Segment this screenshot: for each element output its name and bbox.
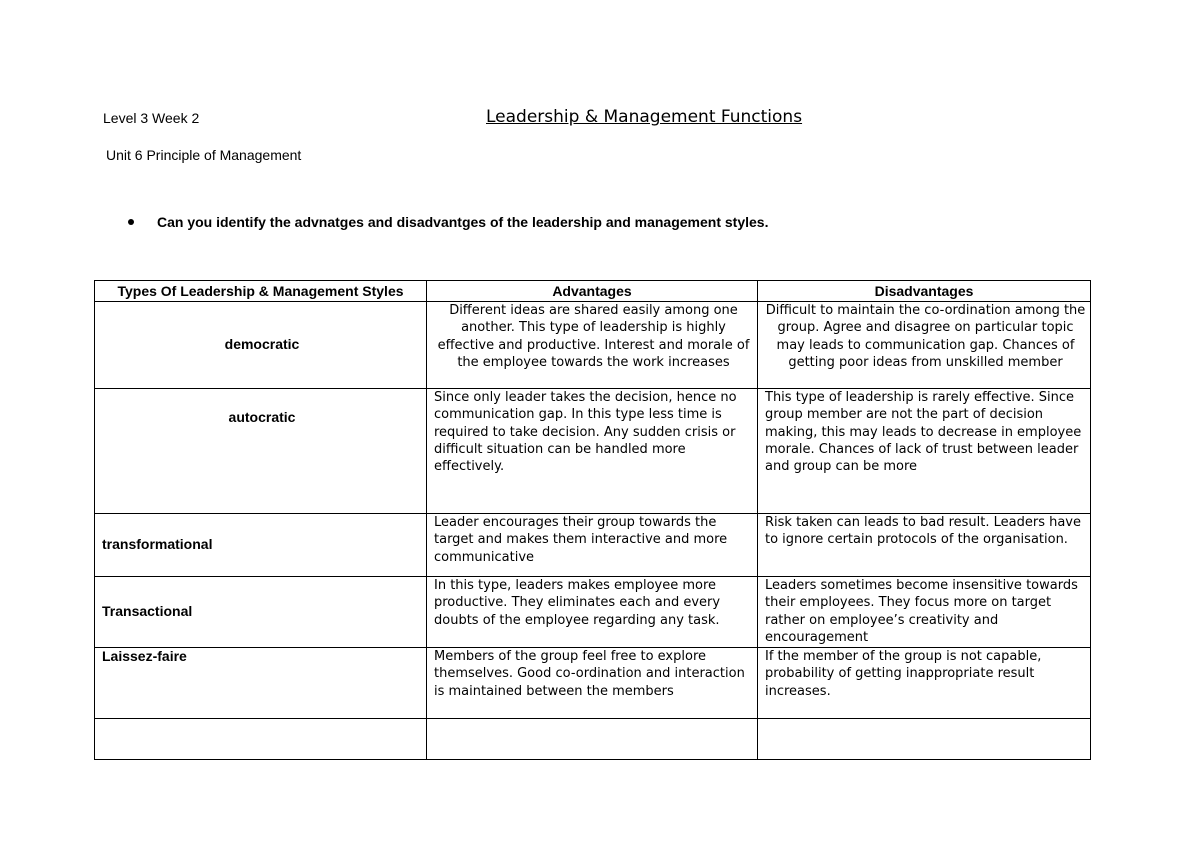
document-title: Leadership & Management Functions xyxy=(486,107,803,127)
advantages-cell: Since only leader takes the decision, hence no communication gap. In this type less time is required to take decision. Any sudden crisis or difficult situation can be handled more effectively. xyxy=(427,389,758,514)
header-disadvantages: Disadvantages xyxy=(758,281,1091,302)
table-row xyxy=(95,719,1091,760)
style-type-cell: autocratic xyxy=(95,389,427,514)
disadvantages-cell xyxy=(758,719,1091,760)
disadvantages-cell: Risk taken can leads to bad result. Leaders have to ignore certain protocols of the organisation. xyxy=(758,514,1091,577)
style-type-cell xyxy=(95,719,427,760)
disadvantages-cell: Difficult to maintain the co-ordination among the group. Agree and disagree on particular topic may leads to communication gap. Chances of getting poor ideas from unskilled member xyxy=(758,302,1091,389)
style-type-cell: transformational xyxy=(95,514,427,577)
question-bullet xyxy=(128,214,768,230)
style-type-cell: Laissez-faire xyxy=(95,648,427,719)
header-types: Types Of Leadership & Management Styles xyxy=(95,281,427,302)
disadvantages-cell: If the member of the group is not capable, probability of getting inappropriate result increases. xyxy=(758,648,1091,719)
bullet-icon xyxy=(128,219,134,225)
leadership-styles-table xyxy=(94,280,1091,760)
advantages-cell: In this type, leaders makes employee more productive. They eliminates each and every doubts of the employee regarding any task. xyxy=(427,577,758,648)
disadvantages-cell: Leaders sometimes become insensitive towards their employees. They focus more on target rather on employee’s creativity and encouragement xyxy=(758,577,1091,648)
advantages-cell: Different ideas are shared easily among one another. This type of leadership is highly effective and productive. Interest and morale of the employee towards the work increases xyxy=(427,302,758,389)
table-row xyxy=(95,648,1091,719)
advantages-cell: Leader encourages their group towards the target and makes them interactive and more communicative xyxy=(427,514,758,577)
question-text: Can you identify the advnatges and disadvantges of the leadership and management styles. xyxy=(157,214,769,230)
header-advantages: Advantages xyxy=(427,281,758,302)
table-row xyxy=(95,302,1091,389)
style-type-cell: democratic xyxy=(95,302,427,389)
table-row xyxy=(95,577,1091,648)
table-row xyxy=(95,389,1091,514)
advantages-cell xyxy=(427,719,758,760)
advantages-cell: Members of the group feel free to explore themselves. Good co-ordination and interaction is maintained between the members xyxy=(427,648,758,719)
disadvantages-cell: This type of leadership is rarely effective. Since group member are not the part of decision making, this may leads to decrease in employee morale. Chances of lack of trust between leader and group can be more xyxy=(758,389,1091,514)
unit-label: Unit 6 Principle of Management xyxy=(106,147,302,163)
style-type-cell: Transactional xyxy=(95,577,427,648)
table-row xyxy=(95,514,1091,577)
level-week-label: Level 3 Week 2 xyxy=(103,110,200,126)
table-header-row xyxy=(95,281,1091,302)
